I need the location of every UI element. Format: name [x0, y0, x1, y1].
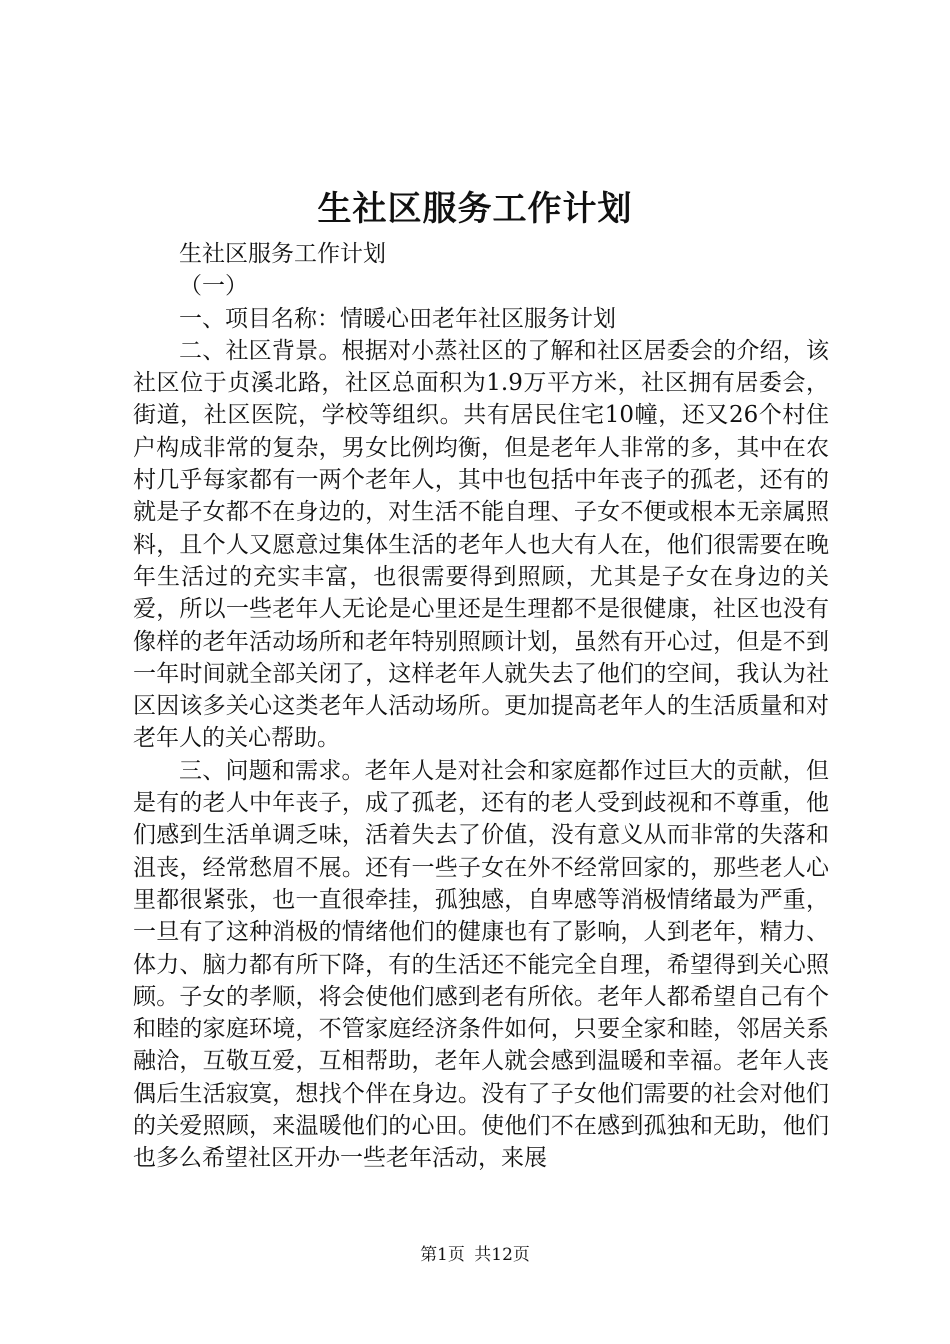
subtitle-paragraph: 生社区服务工作计划 [179, 241, 386, 267]
community-background-paragraph: 二、社区背景。根据对小蒸社区的了解和社区居委会的介绍，该社区位于贞溪北路，社区总面积为1.9万平方米，社区拥有居委会，街道，社区医院，学校等组织。共有居民住宅10幢，还又26个村住户构成非常的复杂，男女比例均衡，但是老年人非常的多，其中在农村几乎每家都有一两个老年人，其中也包括中年丧子的孤老，还有的就是子女都不在身边的，对生活不能自理、子女不便或根本无亲属照料，且个人又愿意过集体生活的老年人也大有人在，他们很需要在晚年生活过的充实丰富，也很需要得到照顾，尤其是子女在身边的关爱，所以一些老年人无论是心里还是生理都不是很健康，社区也没有像样的老年活动场所和老年特别照顾计划，虽然有开心过，但是不到一年时间就全部关闭了，这样老年人就失去了他们的空间，我认为社区因该多关心这类老年人活动场所。更加提高老年人的生活质量和对老年人的关心帮助。 [133, 337, 829, 752]
problems-needs-paragraph: 三、问题和需求。老年人是对社会和家庭都作过巨大的贡献，但是有的老人中年丧子，成了孤老，还有的老人受到歧视和不尊重，他们感到生活单调乏味，活着失去了价值，没有意义从而非常的失落和沮丧，经常愁眉不展。还有一些子女在外不经常回家的，那些老人心里都很紧张，也一直很牵挂，孤独感，自卑感等消极情绪最为严重，一旦有了这种消极的情绪他们的健康也有了影响，人到老年，精力、体力、脑力都有所下降，有的生活还不能完全自理，希望得到关心照顾。子女的孝顺，将会使他们感到老有所依。老年人都希望自己有个和睦的家庭环境，不管家庭经济条件如何，只要全家和睦，邻居关系融洽，互敬互爱，互相帮助，老年人就会感到温暖和幸福。老年人丧偶后生活寂寞，想找个伴在身边。没有了子女他们需要的社会对他们的关爱照顾，来温暖他们的心田。使他们不在感到孤独和无助，他们也多么希望社区开办一些老年活动，来展 [133, 757, 829, 1172]
page-number: 第1页 [420, 1245, 465, 1265]
document-title: 生社区服务工作计划 [317, 189, 633, 229]
project-name-paragraph: 一、项目名称：情暖心田老年社区服务计划 [179, 305, 616, 332]
page-footer [0, 1244, 950, 1266]
document-body [133, 238, 829, 1175]
page-total: 共12页 [474, 1245, 530, 1265]
section-number-paragraph: （一） [179, 273, 248, 300]
